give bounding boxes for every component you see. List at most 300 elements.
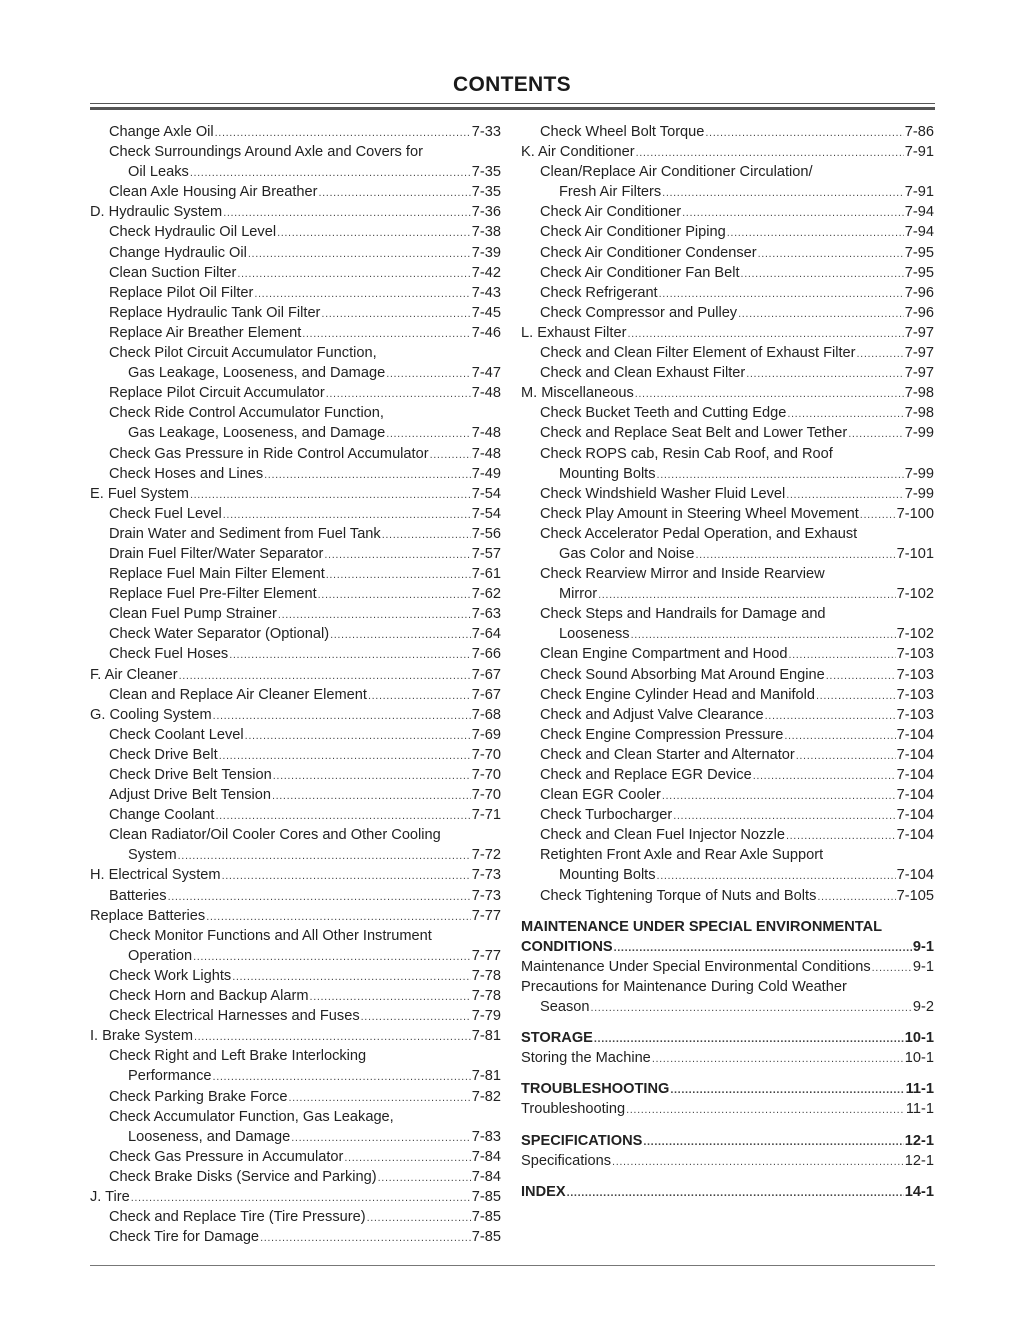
toc-entry[interactable] [521, 825, 934, 845]
toc-entry-page: 7-63 [471, 606, 501, 623]
toc-entry-page: 7-85 [471, 1188, 501, 1205]
dot-leader [746, 364, 904, 383]
toc-entry[interactable] [521, 202, 934, 222]
toc-entry-title: Performance [128, 1068, 212, 1085]
toc-entry-title: Season [540, 999, 590, 1016]
toc-entry[interactable] [90, 785, 501, 805]
toc-entry-title: Check Air Conditioner Fan Belt [540, 264, 740, 281]
toc-entry-page: 7-84 [471, 1148, 501, 1165]
toc-entry[interactable] [90, 383, 501, 403]
dot-leader [695, 545, 895, 564]
toc-entry[interactable] [521, 1028, 934, 1048]
toc-entry-title: Check Sound Absorbing Mat Around Engine [540, 666, 825, 683]
toc-entry[interactable] [521, 303, 934, 323]
toc-entry[interactable] [90, 243, 501, 263]
toc-entry[interactable] [521, 182, 934, 202]
toc-entry[interactable] [521, 243, 934, 263]
toc-entry-page: 7-70 [471, 787, 501, 804]
toc-entry-page: 7-98 [904, 385, 934, 402]
toc-entry-title: J. Tire [90, 1188, 130, 1205]
toc-entry-title: Check ROPS cab, Resin Cab Roof, and Roof [540, 445, 833, 462]
toc-entry[interactable] [90, 926, 501, 946]
toc-entry[interactable] [90, 1227, 501, 1247]
dot-leader [223, 203, 471, 222]
toc-entry[interactable] [90, 444, 501, 464]
toc-entry[interactable] [521, 977, 934, 997]
toc-entry-page: 7-73 [471, 867, 501, 884]
toc-entry[interactable] [521, 142, 934, 162]
toc-entry[interactable] [90, 624, 501, 644]
toc-entry-page: 7-48 [471, 385, 501, 402]
toc-entry-title: Check Ride Control Accumulator Function, [109, 405, 384, 422]
dot-leader [727, 223, 904, 242]
dot-leader [222, 866, 471, 885]
toc-entry[interactable] [90, 1167, 501, 1187]
dot-leader [361, 1007, 471, 1026]
dot-leader [344, 1148, 470, 1167]
toc-entry-title: Replace Batteries [90, 907, 206, 924]
toc-entry-title: STORAGE [521, 1030, 593, 1047]
toc-entry-page: 7-68 [471, 706, 501, 723]
dot-leader [614, 938, 912, 957]
toc-entry[interactable] [521, 484, 934, 504]
toc-entry-title: I. Brake System [90, 1028, 193, 1045]
toc-entry[interactable] [521, 403, 934, 423]
toc-entry[interactable] [90, 825, 501, 845]
toc-entry[interactable] [521, 1079, 934, 1099]
toc-entry-page: 9-1 [912, 958, 934, 975]
toc-entry-title: Replace Air Breather Element [109, 324, 302, 341]
toc-entry[interactable] [90, 705, 501, 725]
dot-leader [219, 746, 471, 765]
toc-entry-page: 7-42 [471, 264, 501, 281]
toc-entry-title: Check Parking Brake Force [109, 1088, 288, 1105]
toc-entry[interactable] [521, 745, 934, 765]
dot-leader [190, 163, 471, 182]
toc-entry[interactable] [521, 725, 934, 745]
toc-entry[interactable] [90, 725, 501, 745]
toc-entry[interactable] [521, 917, 934, 937]
dot-leader [318, 183, 470, 202]
toc-entry-title: Check Right and Left Brake Interlocking [109, 1048, 367, 1065]
toc-entry-title: Replace Pilot Oil Filter [109, 284, 254, 301]
dot-leader [626, 1100, 905, 1119]
toc-entry[interactable] [90, 524, 501, 544]
toc-entry-page: 7-77 [471, 907, 501, 924]
toc-entry[interactable] [521, 845, 934, 865]
toc-entry-page: 7-97 [904, 324, 934, 341]
dot-leader [277, 223, 471, 242]
toc-entry-page: 7-38 [471, 224, 501, 241]
dot-leader [643, 1132, 903, 1151]
toc-entry-page: 7-95 [904, 244, 934, 261]
toc-entry-page: 7-77 [471, 947, 501, 964]
toc-entry[interactable] [90, 323, 501, 343]
toc-entry[interactable] [90, 544, 501, 564]
toc-entry[interactable] [90, 1127, 501, 1147]
toc-entry-page: 7-81 [471, 1068, 501, 1085]
dot-leader [857, 344, 904, 363]
dot-leader [326, 384, 471, 403]
toc-entry[interactable] [90, 1066, 501, 1086]
toc-entry-page: 7-45 [471, 304, 501, 321]
toc-entry-page: 7-71 [471, 807, 501, 824]
toc-entry[interactable] [521, 1182, 934, 1202]
toc-entry-title: D. Hydraulic System [90, 204, 223, 221]
toc-entry[interactable] [90, 202, 501, 222]
toc-entry[interactable] [90, 906, 501, 926]
toc-entry-title: Replace Fuel Pre-Filter Element [109, 586, 317, 603]
dot-leader [786, 826, 896, 845]
toc-entry-title: System [128, 847, 177, 864]
toc-entry-page: 7-103 [896, 686, 934, 703]
dot-leader [872, 958, 912, 977]
toc-entry[interactable] [521, 805, 934, 825]
toc-entry-page: 7-104 [896, 787, 934, 804]
footer-rule [90, 1265, 935, 1266]
toc-entry-page: 7-33 [471, 124, 501, 140]
toc-entry[interactable] [90, 584, 501, 604]
dot-leader [272, 786, 471, 805]
dot-leader [215, 123, 471, 142]
toc-entry[interactable] [521, 222, 934, 242]
toc-entry[interactable] [521, 937, 934, 957]
toc-entry-page: 9-2 [912, 999, 934, 1016]
dot-leader [817, 887, 895, 906]
toc-entry-title: Check and Clean Exhaust Filter [540, 365, 746, 382]
toc-entry-title: Check Water Separator (Optional) [109, 626, 330, 643]
toc-entry-page: 7-98 [904, 405, 934, 422]
toc-entry-title: CONDITIONS [521, 938, 613, 955]
toc-entry-title: Clean and Replace Air Cleaner Element [109, 686, 367, 703]
toc-entry[interactable] [521, 865, 934, 885]
dot-leader [787, 404, 903, 423]
dot-leader [330, 625, 471, 644]
toc-entry-title: Check Coolant Level [109, 726, 244, 743]
toc-entry-title: Check Tire for Damage [109, 1229, 260, 1246]
page-title: CONTENTS [453, 73, 571, 96]
toc-entry[interactable] [521, 886, 934, 906]
toc-entry-title: Replace Pilot Circuit Accumulator [109, 385, 325, 402]
toc-entry[interactable] [90, 886, 501, 906]
toc-entry[interactable] [90, 182, 501, 202]
toc-entry-title: Check and Replace Seat Belt and Lower Tether [540, 425, 848, 442]
dot-leader [382, 525, 471, 544]
toc-entry-title: Check and Clean Fuel Injector Nozzle [540, 827, 785, 844]
toc-entry[interactable] [90, 403, 501, 423]
toc-entry[interactable] [90, 283, 501, 303]
dot-leader [612, 1152, 904, 1171]
toc-entry[interactable] [521, 283, 934, 303]
toc-entry[interactable] [90, 865, 501, 885]
toc-entry-page: 7-48 [471, 445, 501, 462]
toc-entry-page: 7-78 [471, 967, 501, 984]
toc-entry[interactable] [521, 162, 934, 182]
dot-leader [662, 786, 896, 805]
toc-entry-title: Mounting Bolts [559, 465, 656, 482]
toc-entry-title: Clean Radiator/Oil Cooler Cores and Other Cooling [109, 827, 441, 844]
toc-entry-page: 7-102 [896, 626, 934, 643]
toc-entry[interactable] [90, 745, 501, 765]
toc-entry-title: Clean Axle Housing Air Breather [109, 184, 318, 201]
dot-leader [430, 445, 471, 464]
toc-entry-page: 7-49 [471, 465, 501, 482]
toc-entry-page: 7-48 [471, 425, 501, 442]
dot-leader [206, 907, 471, 926]
toc-entry[interactable] [90, 363, 501, 383]
toc-entry[interactable] [521, 785, 934, 805]
toc-entry-title: Check Electrical Harnesses and Fuses [109, 1008, 360, 1025]
toc-entry[interactable] [90, 845, 501, 865]
dot-leader [321, 304, 470, 323]
toc-entry-page: 7-99 [904, 465, 934, 482]
toc-entry[interactable] [90, 604, 501, 624]
toc-entry-page: 7-70 [471, 767, 501, 783]
toc-entry-title: Check Gas Pressure in Accumulator [109, 1148, 344, 1165]
toc-entry-title: Precautions for Maintenance During Cold Weather [521, 978, 847, 995]
toc-entry[interactable] [90, 222, 501, 242]
toc-entry-title: Storing the Machine [521, 1050, 651, 1067]
toc-entry-page: 7-35 [471, 164, 501, 181]
toc-entry-page: 7-104 [896, 807, 934, 824]
dot-leader [682, 203, 904, 222]
toc-entry[interactable] [521, 444, 934, 464]
toc-entry[interactable] [90, 464, 501, 484]
dot-leader [786, 485, 904, 504]
toc-entry-page: 7-103 [896, 646, 934, 663]
toc-entry-page: 7-97 [904, 365, 934, 382]
dot-leader [215, 806, 470, 825]
dot-leader [670, 1080, 904, 1099]
toc-entry[interactable] [521, 544, 934, 564]
toc-entry-page: 7-61 [471, 566, 501, 583]
toc-entry-title: Check Steps and Handrails for Damage and [540, 606, 826, 623]
dot-leader [318, 585, 471, 604]
dot-leader [278, 605, 471, 624]
toc-entry-title: INDEX [521, 1183, 566, 1200]
dot-leader [367, 1208, 471, 1227]
toc-entry-title: Looseness [559, 626, 630, 643]
toc-entry-title: Gas Leakage, Looseness, and Damage [128, 365, 386, 382]
toc-entry-page: 12-1 [904, 1132, 934, 1149]
toc-entry[interactable] [521, 705, 934, 725]
toc-entry[interactable] [90, 805, 501, 825]
toc-entry[interactable] [521, 665, 934, 685]
toc-entry[interactable] [521, 1099, 934, 1119]
toc-entry[interactable] [521, 122, 934, 142]
dot-leader [659, 284, 904, 303]
dot-leader [232, 967, 471, 986]
toc-entry-title: Check and Adjust Valve Clearance [540, 706, 764, 723]
toc-entry[interactable] [90, 504, 501, 524]
toc-entry[interactable] [90, 665, 501, 685]
toc-entry-title: Check and Replace Tire (Tire Pressure) [109, 1209, 366, 1226]
dot-leader [657, 866, 896, 885]
toc-entry[interactable] [521, 1151, 934, 1171]
toc-entry[interactable] [521, 423, 934, 443]
toc-entry-page: 7-97 [904, 345, 934, 362]
toc-entry-title: Clean Engine Compartment and Hood [540, 646, 788, 663]
toc-entry[interactable] [90, 162, 501, 182]
toc-entry[interactable] [90, 986, 501, 1006]
toc-entry-page: 7-62 [471, 586, 501, 603]
toc-entry-title: Check Refrigerant [540, 284, 658, 301]
toc-entry-title: Clean Suction Filter [109, 264, 237, 281]
toc-entry-title: Mounting Bolts [559, 867, 656, 884]
toc-entry[interactable] [521, 1131, 934, 1151]
toc-entry[interactable] [521, 343, 934, 363]
toc-entry-title: Check and Clean Filter Element of Exhaust Filter [540, 345, 856, 362]
toc-entry-title: Oil Leaks [128, 164, 189, 181]
toc-entry[interactable] [90, 1046, 501, 1066]
dot-leader [302, 324, 471, 343]
dot-leader [368, 686, 471, 705]
toc-entry-title: Check Play Amount in Steering Wheel Movement [540, 505, 859, 522]
toc-entry[interactable] [90, 122, 501, 142]
dot-leader [652, 1049, 904, 1068]
toc-entry-page: 7-79 [471, 1008, 501, 1025]
title-rule-thick [90, 107, 935, 110]
toc-entry[interactable] [521, 564, 934, 584]
toc-entry[interactable] [90, 966, 501, 986]
dot-leader [245, 726, 471, 745]
dot-leader [213, 1067, 471, 1086]
toc-entry[interactable] [90, 1006, 501, 1026]
toc-entry[interactable] [521, 1048, 934, 1068]
toc-entry[interactable] [521, 584, 934, 604]
toc-entry-page: 7-57 [471, 545, 501, 562]
toc-entry[interactable] [521, 604, 934, 624]
toc-entry[interactable] [521, 644, 934, 664]
toc-entry[interactable] [90, 303, 501, 323]
toc-entry[interactable] [521, 765, 934, 785]
toc-entry-title: Gas Color and Noise [559, 545, 695, 562]
toc-entry[interactable] [90, 644, 501, 664]
dot-leader [229, 645, 471, 664]
toc-entry[interactable] [521, 997, 934, 1017]
toc-column-right [521, 122, 934, 1202]
toc-entry[interactable] [90, 263, 501, 283]
dot-leader [223, 505, 471, 524]
toc-entry-title: SPECIFICATIONS [521, 1132, 643, 1149]
toc-entry-page: 7-96 [904, 284, 934, 301]
toc-entry-page: 7-100 [896, 505, 934, 522]
toc-entry[interactable] [90, 1107, 501, 1127]
toc-entry-page: 7-82 [471, 1088, 501, 1105]
toc-entry-page: 7-47 [471, 365, 501, 382]
toc-entry[interactable] [90, 343, 501, 363]
toc-entry[interactable] [521, 504, 934, 524]
toc-entry[interactable] [521, 363, 934, 383]
dot-leader [741, 264, 904, 283]
toc-entry-title: Looseness, and Damage [128, 1128, 291, 1145]
toc-entry-title: Check Brake Disks (Service and Parking) [109, 1168, 377, 1185]
dot-leader [758, 244, 904, 263]
toc-entry-title: Check Rearview Mirror and Inside Rearview [540, 566, 825, 583]
toc-entry[interactable] [521, 524, 934, 544]
toc-entry[interactable] [90, 765, 501, 785]
toc-entry-page: 7-95 [904, 264, 934, 281]
toc-entry-title: Check Bucket Teeth and Cutting Edge [540, 405, 787, 422]
toc-entry-page: 12-1 [904, 1152, 934, 1169]
toc-entry[interactable] [90, 685, 501, 705]
dot-leader [662, 183, 904, 202]
toc-entry[interactable] [521, 323, 934, 343]
toc-entry-page: 7-102 [896, 586, 934, 603]
toc-entry-title: Check Monitor Functions and All Other Instrument [109, 927, 432, 944]
toc-entry-page: 7-56 [471, 525, 501, 542]
toc-entry[interactable] [90, 946, 501, 966]
dot-leader [179, 666, 471, 685]
toc-entry-title: Change Axle Oil [109, 124, 214, 140]
toc-entry-title: Check Engine Compression Pressure [540, 726, 784, 743]
toc-entry-title: Check Turbocharger [540, 807, 673, 824]
toc-entry-page: 7-104 [896, 867, 934, 884]
toc-entry[interactable] [90, 1187, 501, 1207]
toc-entry-title: Change Coolant [109, 807, 215, 824]
toc-entry-page: 7-35 [471, 184, 501, 201]
toc-entry[interactable] [90, 1147, 501, 1167]
toc-entry[interactable] [521, 685, 934, 705]
toc-entry-title: Check Hoses and Lines [109, 465, 264, 482]
toc-entry[interactable] [90, 1207, 501, 1227]
toc-entry[interactable] [521, 383, 934, 403]
toc-entry[interactable] [90, 423, 501, 443]
dot-leader [784, 726, 895, 745]
toc-entry-title: Check Fuel Level [109, 505, 222, 522]
dot-leader [796, 746, 896, 765]
dot-leader [273, 766, 471, 785]
toc-entry[interactable] [90, 484, 501, 504]
toc-entry-title: K. Air Conditioner [521, 144, 635, 161]
dot-leader [765, 706, 896, 725]
toc-entry-page: 11-1 [905, 1101, 934, 1118]
toc-entry-page: 7-67 [471, 686, 501, 703]
toc-entry-title: Check and Replace EGR Device [540, 767, 752, 783]
toc-entry-title: Check Accelerator Pedal Operation, and Exhaust [540, 525, 858, 542]
toc-entry-page: 7-54 [471, 505, 501, 522]
toc-entry-page: 7-66 [471, 646, 501, 663]
toc-entry-page: 7-72 [471, 847, 501, 864]
toc-entry[interactable] [521, 624, 934, 644]
toc-entry[interactable] [521, 957, 934, 977]
toc-entry-title: Operation [128, 947, 193, 964]
toc-entry[interactable] [90, 1087, 501, 1107]
toc-entry[interactable] [90, 1026, 501, 1046]
dot-leader [591, 998, 912, 1017]
toc-entry-page: 7-78 [471, 988, 501, 1005]
toc-entry-title: MAINTENANCE UNDER SPECIAL ENVIRONMENTAL [521, 918, 883, 935]
toc-entry-title: Fresh Air Filters [559, 184, 662, 201]
toc-entry-title: Check Surroundings Around Axle and Covers for [109, 144, 423, 161]
toc-entry[interactable] [90, 142, 501, 162]
toc-entry[interactable] [521, 263, 934, 283]
toc-entry-title: H. Electrical System [90, 867, 221, 884]
toc-entry-page: 7-103 [896, 706, 934, 723]
dot-leader [386, 424, 471, 443]
toc-entry-title: G. Cooling System [90, 706, 212, 723]
toc-column-left [90, 122, 501, 1247]
toc-entry[interactable] [521, 464, 934, 484]
toc-entry-title: Check Accumulator Function, Gas Leakage, [109, 1108, 394, 1125]
toc-entry-page: 7-84 [471, 1168, 501, 1185]
toc-entry-page: 7-104 [896, 767, 934, 783]
toc-entry-page: 7-86 [904, 124, 934, 140]
toc-entry[interactable] [90, 564, 501, 584]
toc-entry-page: 7-46 [471, 324, 501, 341]
toc-entry-page: 7-101 [896, 545, 934, 562]
toc-entry-page: 7-94 [904, 204, 934, 221]
